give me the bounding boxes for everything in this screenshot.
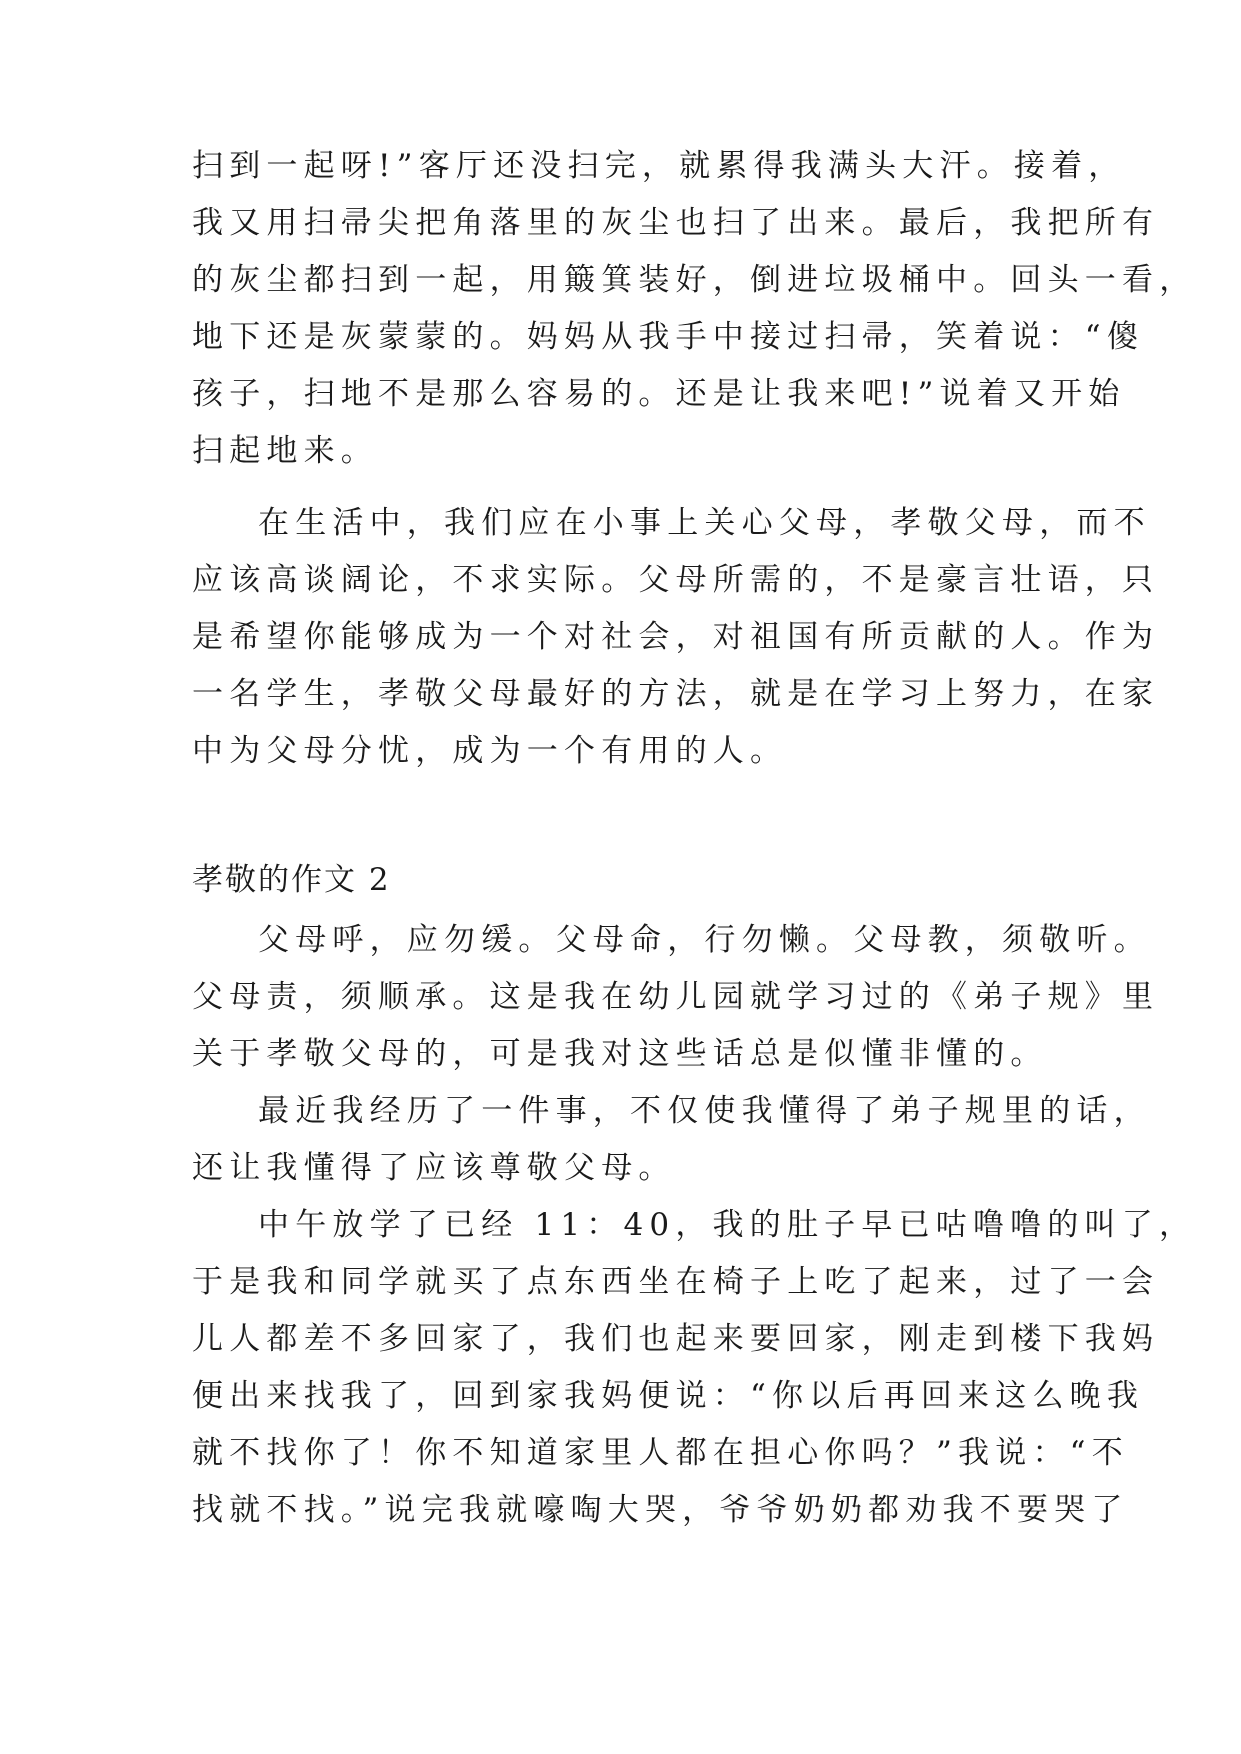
section-title: 孝敬的作文 2 — [192, 862, 391, 898]
text-line: 就不找你了！你不知道家里人都在担心你吗？”我说：“不 — [192, 1435, 1129, 1471]
text-line: 我又用扫帚尖把角落里的灰尘也扫了出来。最后，我把所有 — [192, 205, 1160, 241]
text-line: 找就不找。”说完我就嚎啕大哭，爷爷奶奶都劝我不要哭了 — [192, 1492, 1129, 1528]
text-line: 于是我和同学就买了点东西坐在椅子上吃了起来，过了一会 — [192, 1264, 1160, 1300]
text-line: 的灰尘都扫到一起，用簸箕装好，倒进垃圾桶中。回头一看， — [192, 262, 1197, 298]
text-line: 扫到一起呀!”客厅还没扫完，就累得我满头大汗。接着， — [192, 148, 1126, 184]
text-line: 父母呼，应勿缓。父母命，行勿懒。父母教，须敬听。 — [258, 922, 1151, 958]
text-line: 便出来找我了，回到家我妈便说：“你以后再回来这么晚我 — [192, 1378, 1145, 1414]
text-line: 一名学生，孝敬父母最好的方法，就是在学习上努力，在家 — [192, 676, 1160, 712]
text-line: 最近我经历了一件事，不仅使我懂得了弟子规里的话， — [258, 1093, 1151, 1129]
text-line: 中午放学了已经 11：40，我的肚子早已咕噜噜的叫了， — [258, 1207, 1197, 1243]
text-line: 是希望你能够成为一个对社会，对祖国有所贡献的人。作为 — [192, 619, 1160, 655]
text-line: 儿人都差不多回家了，我们也起来要回家，刚走到楼下我妈 — [192, 1321, 1160, 1357]
text-line: 在生活中，我们应在小事上关心父母，孝敬父母，而不 — [258, 505, 1151, 541]
text-line: 扫起地来。 — [192, 433, 378, 469]
text-line: 中为父母分忧，成为一个有用的人。 — [192, 733, 788, 769]
text-line: 关于孝敬父母的，可是我对这些话总是似懂非懂的。 — [192, 1036, 1048, 1072]
text-line: 孩子，扫地不是那么容易的。还是让我来吧!”说着又开始 — [192, 376, 1126, 412]
text-line: 应该高谈阔论，不求实际。父母所需的，不是豪言壮语，只 — [192, 562, 1160, 598]
text-line: 地下还是灰蒙蒙的。妈妈从我手中接过扫帚，笑着说：“傻 — [192, 319, 1145, 355]
text-line: 父母责，须顺承。这是我在幼儿园就学习过的《弟子规》里 — [192, 979, 1160, 1015]
text-line: 还让我懂得了应该尊敬父母。 — [192, 1150, 676, 1186]
